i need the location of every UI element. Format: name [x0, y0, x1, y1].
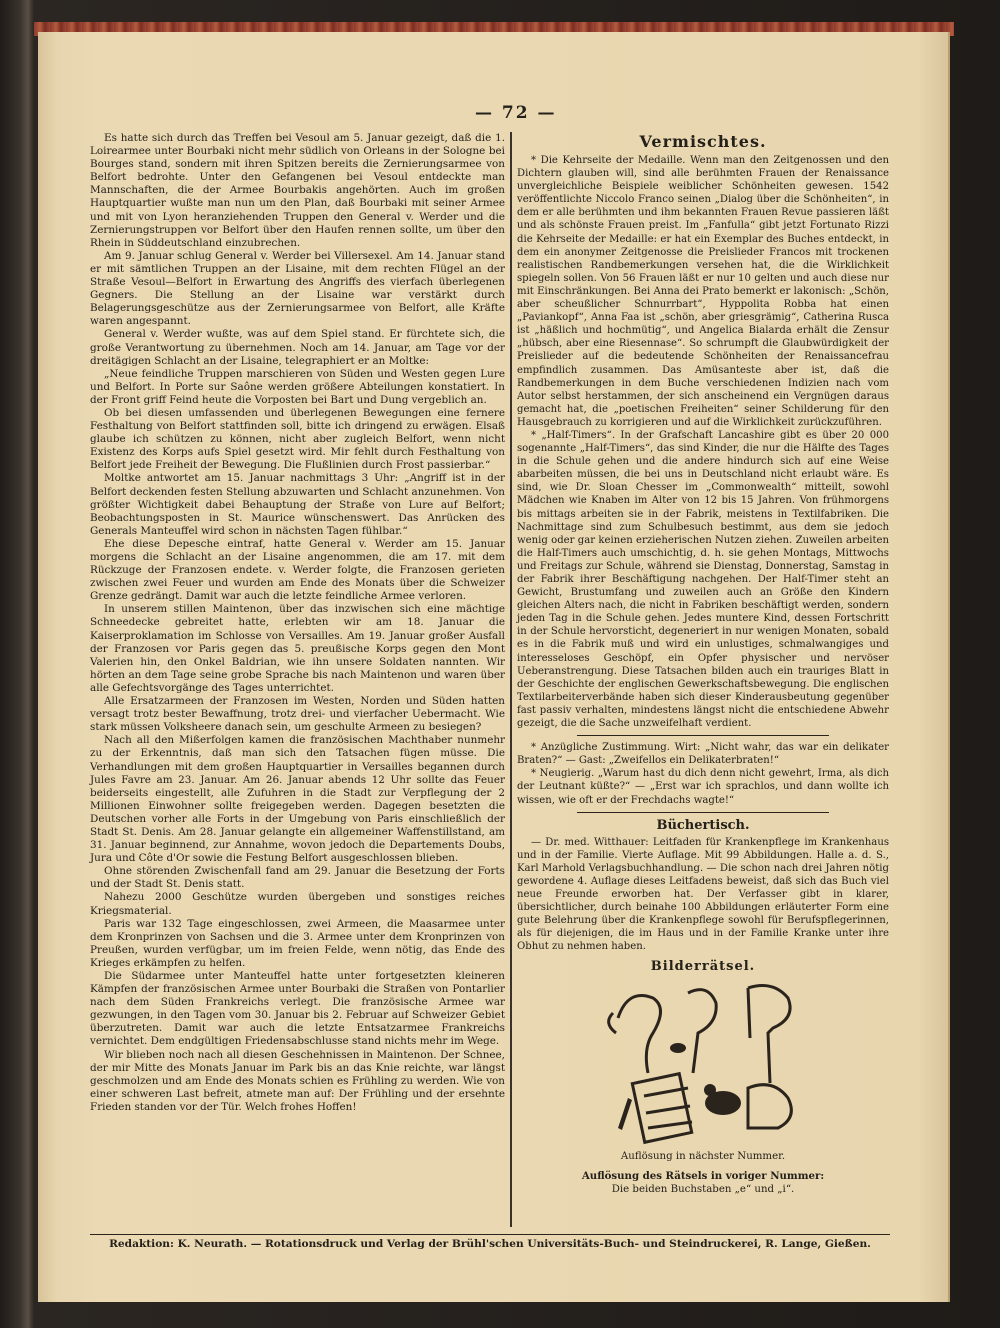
left-paragraph: „Neue feindliche Truppen marschieren von Süden und Westen gegen Lure und Belfort. In Porte sur Saône werden größere Abteilungen konstatiert. In der Front griff Feind heute die Vorposten bei Bart und Dung vergeblich an.	[90, 367, 505, 406]
separator-rule	[577, 812, 829, 813]
left-paragraph: Ob bei diesen umfassenden und überlegenen Bewegungen eine fernere Festhaltung von Belfort stattfinden soll, bitte ich dringend zu erwägen. Elsaß glaube ich schützen zu können, nicht aber zugleich Belfort, wenn nicht Existenz des Korps aufs Spiel gesetzt wird. Mir fehlt durch Festhaltung von Belfort jede Freiheit der Bewegung. Die Flußlinien durch Frost passierbar.“	[90, 406, 505, 472]
left-paragraph: Ohne störenden Zwischenfall fand am 29. Januar die Besetzung der Forts und der Stadt St. Denis statt.	[90, 865, 505, 891]
left-paragraph: General v. Werder wußte, was auf dem Spiel stand. Er fürchtete sich, die große Verantwortung zu übernehmen. Noch am 14. Januar, am Tage vor der dreitägigen Schlacht an der Lisaine, telegraphiert er an Moltke:	[90, 328, 505, 367]
page-number: — 72 —	[475, 103, 557, 123]
imprint-footer: Redaktion: K. Neurath. — Rotationsdruck und Verlag der Brühl'schen Universitäts-Buch- und Steindruckerei, R. Lange, Gießen.	[109, 1238, 871, 1250]
book-review: — Dr. med. Witthauer: Leitfaden für Krankenpflege im Krankenhaus und in der Familie. Vierte Auflage. Mit 99 Abbildungen. Halle a. d. S., Karl Marhold Verlagsbuchhandlung. — Die schon nach drei Jahren nötig gewordene 4. Auflage dieses Leitfadens beweist, daß sich das Buch viel neue Freunde erworben hat. Der Verfasser gibt in klarer, übersichtlicher, durch beinahe 100 Abbildungen erläuterter Form eine gute Belehrung über die Krankenpflege sowohl für Berufspflegerinnen, als für diejenigen, die im Haus und in der Familie Kranke unter ihre Obhut zu nehmen haben.	[517, 836, 889, 953]
puzzle-caption: Auflösung in nächster Nummer.	[620, 1151, 786, 1163]
separator-rule	[577, 735, 829, 736]
left-paragraph: Wir blieben noch nach all diesen Geschehnissen in Maintenon. Der Schnee, der mir Mitte des Monats Januar im Park bis an das Knie reichte, war längst geschmolzen und am Ende des Monats schien es Frühling zu werden. Wie von einer schweren Last befreit, atmete man auf: Der Frühling und der ersehnte Frieden standen vor der Tür. Welch frohes Hoffen!	[90, 1048, 505, 1113]
left-paragraph: Nach all den Mißerfolgen kamen die französischen Machthaber nunmehr zu der Erkenntnis, daß man sich den Tatsachen fügen müsse. Die Verhandlungen mit dem großen Hauptquartier in Versailles begannen durch Jules Favre am 23. Januar. Am 26. Januar abends 12 Uhr sollte das Feuer beiderseits eingestellt, alle Zufuhren in die Stadt zur Verpflegung der 2 Millionen Einwohner sollte freigegeben werden. Dagegen besetzten die Deutschen vorher alle Forts in der Umgebung von Paris einschließlich der Stadt St. Denis. Am 28. Januar gelangte ein allgemeiner Waffenstillstand, am 31. Januar beginnend, zur Annahme, wovon jedoch die Departements Doubs, Jura und Côte d'Or sowie die Festung Belfort ausgeschlossen blieben.	[90, 734, 505, 865]
left-paragraph: Moltke antwortet am 15. Januar nachmittags 3 Uhr: „Angriff ist in der Belfort deckenden festen Stellung abzuwarten und Schlacht anzunehmen. Von größter Wichtigkeit dabei Behauptung der Straße von Lure auf Belfort; Beobachtungsposten in St. Maurice wünschenswert. Das Anrücken des Generals Manteuffel wird schon in nächsten Tagen fühlbar.“	[90, 472, 505, 537]
left-paragraph: In unserem stillen Maintenon, über das inzwischen sich eine mächtige Schneedecke gebreitet hatte, erlebten wir am 18. Januar die Kaiserproklamation im Schlosse von Versailles. Am 19. Januar großer Ausfall der Franzosen vor Paris gegen das 5. preußische Korps gegen den Mont Valerien hin, den Onkel Baldrian, wie ihn unsere Soldaten nannten. Wir hörten an dem Tage seine grobe Sprache bis nach Maintenon und waren über alle Gefechtsvorgänge des Tages unterrichtet.	[90, 603, 505, 694]
left-paragraph: Alle Ersatzarmeen der Franzosen im Westen, Norden und Süden hatten versagt trotz bester Bewaffnung, trotz drei- und vierfacher Uebermacht. Wie stark müssen Volksheere danach sein, um geschulte Armeen zu besiegen?	[90, 695, 505, 734]
section-heading-books: Büchertisch.	[656, 817, 750, 833]
joke-item: * Anzügliche Zustimmung. Wirt: „Nicht wahr, das war ein delikater Braten?“ — Gast: „Zweifellos ein Delikaterbraten!“	[517, 742, 889, 767]
left-column	[90, 132, 505, 1114]
puzzle-glyph-3	[748, 986, 790, 1083]
section-heading-picture-puzzle: Bilderrätsel.	[650, 959, 756, 975]
left-paragraph: Paris war 132 Tage eingeschlossen, zwei Armeen, die Maasarmee unter dem Kronprinzen von Sachsen und die 3. Armee unter dem Kronprinzen von Preußen, wurden verfügbar, um im freien Felde, wenn nötig, das Ende des Krieges erkämpfen zu helfen.	[90, 917, 505, 969]
column-divider	[510, 132, 512, 1227]
misc-article: * „Half-Timers“. In der Grafschaft Lancashire gibt es über 20 000 sogenannte „Half-Timers“, das sind Kinder, die nur die Hälfte des Tages in die Schule gehen und die andere hindurch sich auf eine Weise abarbeiten müssen, die bei uns in Deutschland nicht erlaubt wäre. Es sind, wie Dr. Sloan Chesser im „Commonwealth“ mitteilt, sowohl Mädchen wie Knaben im Alter von 12 bis 15 Jahren. Von frühmorgens bis mittags arbeiten sie in der Fabrik, meistens in Textilfabriken. Die Nachmittage sind zum Schulbesuch bestimmt, aus dem sie jedoch wenig oder gar keinen erzieherischen Nutzen ziehen. Zuweilen arbeiten die Half-Timers auch umschichtig, d. h. sie gehen Montags, Mittwochs und Freitags zur Schule, während sie Dienstag, Donnerstag, Samstag in der Fabrik ihrer Beschäftigung nachgehen. Der Half-Timer steht an Gewicht, Brustumfang und zuweilen auch an Größe den Kindern gleichen Alters nach, die nicht in Fabriken beschäftigt werden, sondern jeden Tag in die Schule gehen. Jedes muntere Kind, dessen Fortschritt in der Schule hervorsticht, degeneriert in nur wenigen Monaten, sobald es in die Fabrik muß und wird ein unlustiges, schmalwangiges und interesseloses Geschöpf, ein Opfer physischer und nervöser Ueberanstrengung. Diese Tatsachen bilden auch ein trauriges Blatt in der Geschichte der englischen Gewerkschaftsbewegung. Die englischen Textilarbeiterverbände haben sich dieser Kinderausbeutung gegenüber fast passiv verhalten, mindestens längst nicht die entschiedene Abwehr gezeigt, die die Sache unzweifelhaft verdient.	[517, 429, 889, 730]
left-paragraph: Nahezu 2000 Geschütze wurden übergeben und sonstiges reiches Kriegsmaterial.	[90, 891, 505, 917]
previous-solution-text: Die beiden Buchstaben „e“ und „i“.	[611, 1183, 795, 1195]
puzzle-glyph-1	[618, 996, 661, 1074]
section-heading-miscellany: Vermischtes.	[639, 132, 767, 151]
right-column	[517, 132, 889, 1196]
misc-article: * Die Kehrseite der Medaille. Wenn man den Zeitgenossen und den Dichtern glauben will, sind alle berühmten Frauen der Renaissance unvergleichliche Beispiele weiblicher Schönheiten gewesen. 1542 veröffentlichte Niccolo Franco seinen „Dialog über die Schönheiten“, in dem er alle berühmten und ihm bekannten Frauen Revue passieren läßt und als schönste Frauen preist. Im „Fanfulla“ gibt jetzt Fortunato Rizzi die Kehrseite der Medaille: er hat ein Exemplar des Buches entdeckt, in dem ein anonymer Zeitgenosse die Preislieder Francos mit trockenen realistischen Randbemerkungen versehen hat, die die Wirklichkeit spiegeln sollen. Von 56 Frauen läßt er nur 10 gelten und auch diese nur mit Einschränkungen. Bei Anna dei Prato bemerkt er lakonisch: „Schön, aber scheußlicher Schnurrbart“, Hyppolita Robba hat einen „Paviankopf“, Anna Faa ist „schön, aber griesgrämig“, Catherina Rusca ist „häßlich und hochmütig“, und Angelica Bialarda erhält die Zensur „hübsch, aber eine Riesennase“. So schrumpft die Glaubwürdigkeit der Preislieder auf die bedeutende Schönheiten der Renaissancefrau empfindlich zusammen. Das Amüsanteste aber ist, daß die Randbemerkungen in dem Buche verschiedenen Indizien nach vom Autor selbst herstammen, der sich anscheinend ein Vergnügen daraus gemacht hat, die „poetischen Freiheiten“ seiner Schilderung für den Hausgebrauch zu korrigieren und auf die Wirklichkeit zurückzuführen.	[517, 155, 889, 428]
left-paragraph: Die Südarmee unter Manteuffel hatte unter fortgesetzten kleineren Kämpfen der französischen Armee unter Bourbaki die Straßen von Pontarlier nach dem Süden Frankreichs verlegt. Die französische Armee war gezwungen, in den Tagen vom 30. Januar bis 2. Februar auf Schweizer Gebiet überzutreten. Damit war auch die letzte Entsatzarmee Frankreichs vernichtet. Dem endgültigen Friedensabschlusse stand nichts mehr im Wege.	[90, 970, 505, 1048]
left-paragraph: Ehe diese Depesche eintraf, hatte General v. Werder am 15. Januar morgens die Schlacht an der Lisaine angenommen, die am 17. mit dem Rückzuge der Franzosen endete. v. Werder folgte, die Franzosen gerieten zwischen zwei Feuer und wurden am Ende des Monats über die Schweizer Grenze gedrängt. Damit war auch die letzte feindliche Armee verloren.	[90, 537, 505, 603]
puzzle-glyph-2	[688, 990, 716, 1073]
joke-item: * Neugierig. „Warum hast du dich denn nicht gewehrt, Irma, als dich der Leutnant küßte?“ — „Erst war ich sprachlos, und dann wollte ich wissen, wie oft er der Frechdachs wagte!“	[517, 768, 889, 806]
left-paragraph: Es hatte sich durch das Treffen bei Vesoul am 5. Januar gezeigt, daß die 1. Loirearmee unter Bourbaki nicht mehr südlich von Orleans in der Sologne bei Bourges stand, sondern mit ihren Spitzen bereits die Zernierungsarmee von Belfort bedrohte. Unter den Gefangenen bei Vesoul entdeckte man Mannschaften, die der Armee Bourbakis angehörten. Auch im großen Hauptquartier wußte man nun um den Plan, daß Bourbaki mit seiner Armee und mit von Lyon heranziehenden Truppen den General v. Werder und die Zernierungstruppen vor Belfort über den Haufen rennen sollte, um über den Rhein in Süddeutschland einzubrechen.	[90, 132, 505, 249]
footer-rule	[90, 1234, 890, 1235]
picture-puzzle-illustration	[598, 978, 808, 1150]
previous-solution-title: Auflösung des Rätsels in voriger Nummer:	[581, 1169, 825, 1182]
puzzle-glyph-d	[748, 1085, 791, 1128]
left-paragraph: Am 9. Januar schlug General v. Werder bei Villersexel. Am 14. Januar stand er mit sämtlichen Truppen an der Lisaine, mit dem rechten Flügel an der Straße Vesoul—Belfort in Erwartung des Angriffs des vierfach überlegenen Gegners. Die Stellung an der Lisaine war verstärkt durch Belagerungsgeschütze aus der Zernierungsarmee von Belfort, alle Kräfte waren angespannt.	[90, 249, 505, 328]
